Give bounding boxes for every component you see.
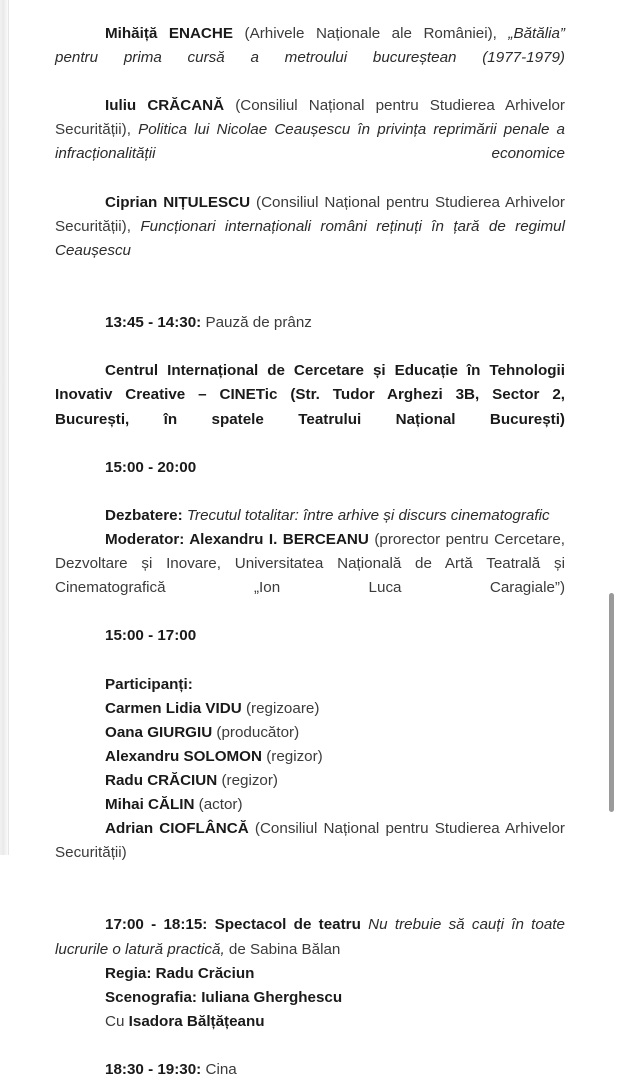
participant-name: Oana GIURGIU	[105, 723, 213, 741]
venue-time-text: 15:00 - 20:00	[105, 458, 197, 476]
schedule-entry-dinner	[55, 1058, 565, 1082]
speaker-entry-cracana	[55, 94, 565, 190]
paragraph-spacer	[55, 335, 565, 359]
speaker-affiliation: (Consiliul Național pentru Studierea Arhivelor Securității),	[55, 97, 565, 139]
performance-cast	[55, 1010, 565, 1034]
paragraph-spacer	[55, 480, 565, 504]
speaker-name: Ciprian NIȚULESCU	[105, 193, 251, 211]
performance-label: Spectacol de teatru	[214, 916, 361, 934]
document-body	[55, 22, 565, 1082]
paragraph-spacer	[55, 1034, 565, 1058]
list-item	[55, 817, 565, 889]
list-item	[55, 745, 565, 769]
speaker-entry-enache	[55, 22, 565, 94]
performance-author: de Sabina Bălan	[228, 940, 341, 958]
session-dezbatere	[55, 504, 565, 528]
speaker-affiliation: (Arhivele Naționale ale României),	[244, 25, 497, 42]
performance-play-title: Nu trebuie să cauți în toate lucrurile o latură practică,	[55, 916, 565, 958]
speaker-paper-title: Politica lui Nicolae Ceaușescu în privința reprimării penale a infracționalității economice	[55, 121, 565, 163]
scrollbar-thumb[interactable]	[609, 593, 614, 812]
session-time-text: 15:00 - 17:00	[105, 627, 197, 645]
participant-role: (Consiliul Național pentru Studierea Arhivelor Securității)	[55, 820, 565, 862]
participant-name: Mihai CĂLIN	[105, 796, 195, 813]
participant-role: (producător)	[216, 723, 300, 741]
moderator-name: Moderator: Alexandru I. BERCEANU	[105, 530, 369, 548]
performance-credit-text: Scenografia: Iuliana Gherghescu	[105, 988, 343, 1006]
speaker-affiliation: (Consiliul Național pentru Studierea Arhivelor Securității),	[55, 193, 565, 235]
participant-role: (actor)	[198, 796, 243, 813]
speaker-entry-nitulescu	[55, 191, 565, 287]
session-label: Dezbatere:	[105, 506, 183, 524]
schedule-time: 13:45 - 14:30:	[105, 314, 202, 332]
list-item	[55, 769, 565, 793]
session-title: Trecutul totalitar: între arhive și discurs cinematografic	[186, 506, 550, 524]
performance-entry	[55, 913, 565, 961]
moderator-affiliation: (prorector pentru Cercetare, Dezvoltare și Inovare, Universitatea Națională de Artă Teatrală și Cinematografică „Ion Luca Caragiale”)	[55, 530, 565, 597]
performance-cast-prefix: Cu	[105, 1012, 125, 1030]
speaker-paper-title: Funcționari internaționali români reținuți în țară de regimul Ceaușescu	[55, 217, 565, 259]
participants-heading-text: Participanți:	[105, 675, 193, 693]
list-item	[55, 697, 565, 721]
paragraph-spacer	[55, 287, 565, 311]
participant-role: (regizor)	[266, 747, 323, 765]
schedule-label: Cina	[205, 1061, 237, 1079]
performance-credit-set-design	[55, 986, 565, 1010]
venue-time	[55, 456, 565, 480]
page-left-gutter	[0, 0, 8, 855]
speaker-name: Iuliu CRĂCANĂ	[105, 97, 225, 115]
participant-role: (regizor)	[221, 771, 278, 789]
page-left-rule	[8, 0, 9, 855]
schedule-entry-lunch	[55, 311, 565, 335]
paragraph-spacer	[55, 889, 565, 913]
schedule-time: 18:30 - 19:30:	[105, 1061, 202, 1079]
session-moderator	[55, 528, 565, 624]
speaker-paper-title: „Bătălia” pentru prima cursă a metroului bucureștean (1977-1979)	[55, 25, 565, 67]
venue-name	[55, 359, 565, 455]
paragraph-spacer	[55, 648, 565, 672]
speaker-name: Mihăiță ENACHE	[105, 25, 233, 42]
venue-name-text: Centrul Internațional de Cercetare și Educație în Tehnologii Inovativ Creative – CINETic (Str. Tudor Arghezi 3B, Sector 2, București, în spatele Teatrului Național București)	[55, 362, 565, 428]
participant-name: Alexandru SOLOMON	[105, 747, 262, 765]
participant-name: Radu CRĂCIUN	[105, 771, 218, 789]
performance-time: 17:00 - 18:15:	[105, 916, 208, 934]
participant-name: Carmen Lidia VIDU	[105, 699, 242, 717]
participant-role: (regizoare)	[245, 699, 320, 717]
scrollbar-track[interactable]	[604, 0, 619, 855]
performance-credit-director	[55, 962, 565, 986]
performance-credit-text: Regia: Radu Crăciun	[105, 964, 255, 982]
performance-cast-name: Isadora Bălțățeanu	[128, 1012, 265, 1030]
participants-heading	[55, 673, 565, 697]
list-item	[55, 793, 565, 817]
session-time	[55, 624, 565, 648]
schedule-label: Pauză de prânz	[205, 314, 312, 332]
list-item	[55, 721, 565, 745]
participant-name: Adrian CIOFLÂNCĂ	[105, 820, 249, 838]
